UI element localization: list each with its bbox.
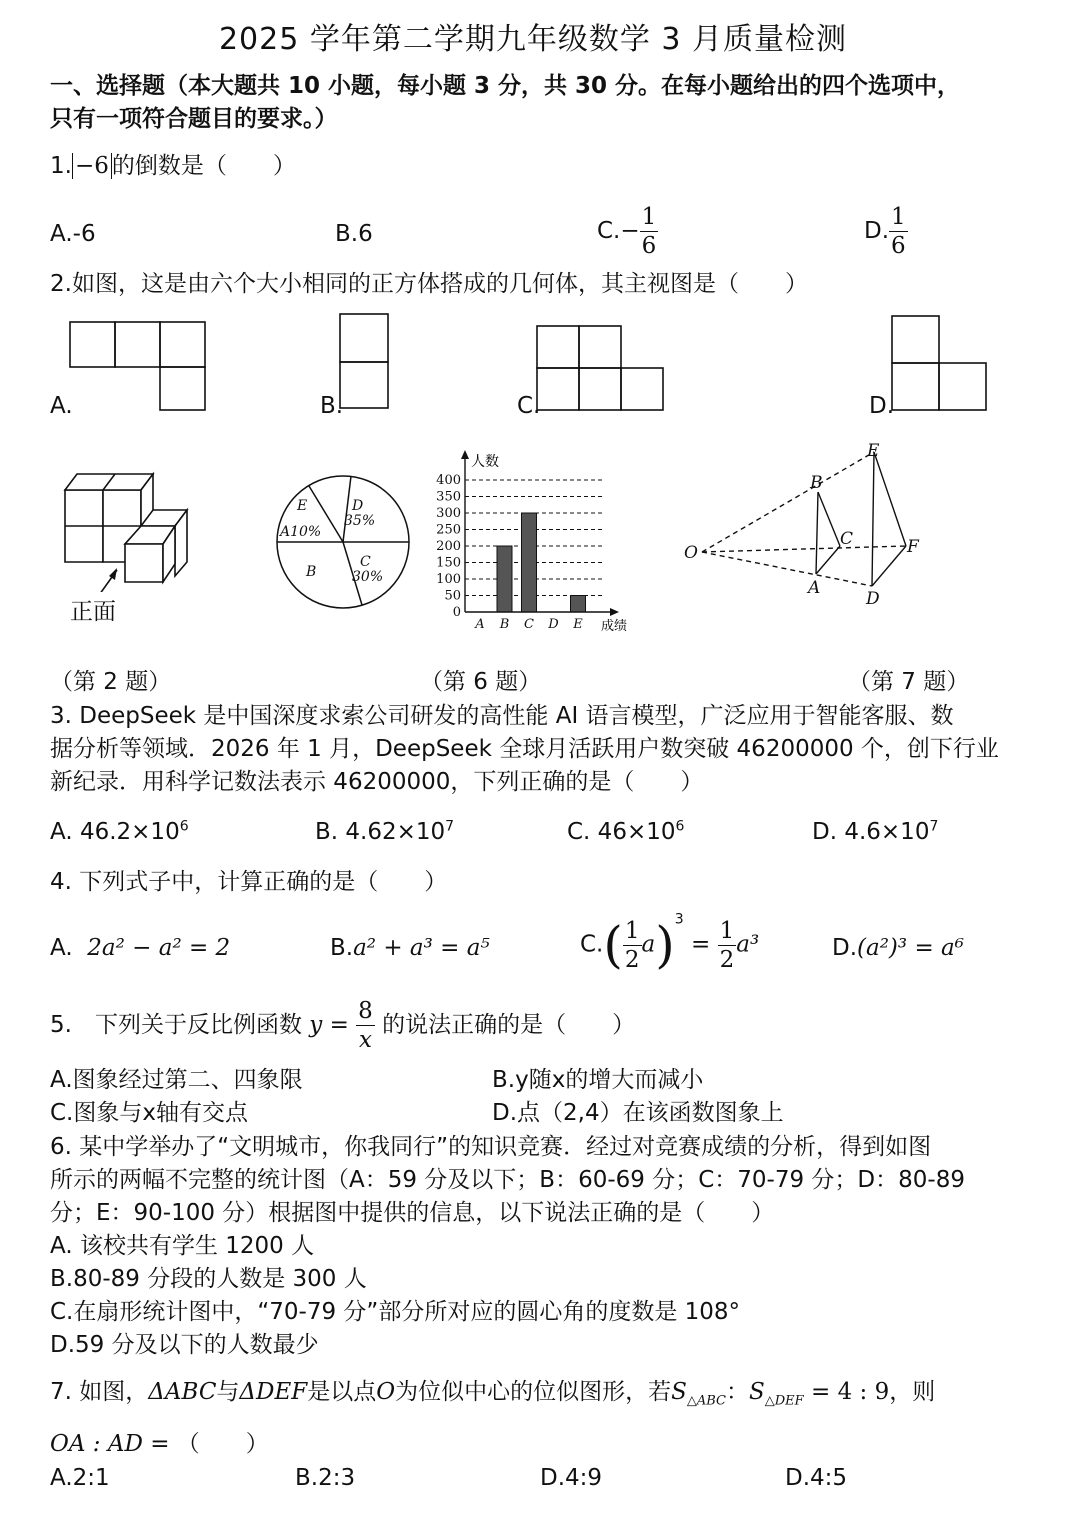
q2-options-figures xyxy=(40,310,1050,420)
q7-oa-ad: OA : AD = xyxy=(50,1431,170,1457)
q7-option-d[interactable]: D.4:5 xyxy=(785,1465,848,1491)
point-f: F xyxy=(907,537,919,557)
fraction-numerator: 1 xyxy=(891,204,906,230)
y-tick-label: 300 xyxy=(436,506,461,521)
q3-option-d-text: D. 4.6×10 xyxy=(812,819,930,845)
point-o: O xyxy=(684,543,698,563)
q5-option-b[interactable]: B.y随x的增大而减小 xyxy=(492,1067,704,1093)
q7-prefix: 7. 如图， xyxy=(50,1379,149,1405)
q2-stem: 2.如图，这是由六个大小相同的正方体搭成的几何体，其主视图是（ ） xyxy=(50,271,808,297)
q6-bar-chart xyxy=(425,448,640,638)
q1-option-d-label: D. xyxy=(864,218,890,244)
q3-option-a-text: A. 46.2×10 xyxy=(50,819,180,845)
q6-stem-line1: 6. 某中学举办了“文明城市，你我同行”的知识竞赛．经过对竞赛成绩的分析，得到如图 xyxy=(50,1134,932,1160)
q7-blank: （ ） xyxy=(176,1431,269,1457)
fraction-denominator: 2 xyxy=(624,946,640,973)
pie-label-e: E xyxy=(297,498,308,514)
q7-stem xyxy=(50,1376,935,1408)
y-tick-label: 100 xyxy=(436,572,461,587)
x-tick-label: E xyxy=(573,617,583,632)
y-tick-label: 400 xyxy=(436,473,461,488)
pie-value-c: 30% xyxy=(352,569,384,585)
q4-option-c-rhs: a³ xyxy=(736,931,760,958)
point-e: E xyxy=(867,441,880,461)
q5-fraction xyxy=(356,997,375,1054)
x-tick-label: C xyxy=(524,617,534,632)
q3-stem-line2: 据分析等领域．2026 年 1 月，DeepSeek 全球月活跃用户数突破 46200000 个，创下行业 xyxy=(50,736,999,762)
q2-cube-solid-figure xyxy=(55,462,205,592)
x-axis-label: 成绩 xyxy=(601,619,628,634)
q1-option-c-sign: − xyxy=(620,218,640,244)
x-tick-label: A xyxy=(475,617,485,632)
q5-option-c[interactable]: C.图象与x轴有交点 xyxy=(50,1100,248,1126)
pie-divider xyxy=(343,476,351,542)
q3-option-d[interactable] xyxy=(812,816,938,848)
q3-option-a[interactable] xyxy=(50,816,189,848)
q7-and: 与 xyxy=(216,1379,240,1405)
q7-option-c[interactable]: D.4:9 xyxy=(540,1465,603,1491)
q4-option-a-expr: 2a² − a² = 2 xyxy=(87,935,231,961)
q4-option-d-expr: (a²)³ = a⁶ xyxy=(857,935,964,961)
q6-stem-line3: 分；E：90-100 分）根据图中提供的信息，以下说法正确的是（ ） xyxy=(50,1200,775,1226)
page-title: 2025 学年第二学期九年级数学 3 月质量检测 xyxy=(218,22,848,57)
q3-option-c[interactable] xyxy=(567,816,684,848)
exponent: 3 xyxy=(674,911,684,928)
fraction-denominator: 6 xyxy=(641,233,657,259)
y-tick-label: 150 xyxy=(436,555,461,571)
area-subscript-def: △DEF xyxy=(764,1393,804,1409)
q4-option-a[interactable] xyxy=(50,932,230,964)
y-tick-label: 50 xyxy=(444,588,461,604)
section-header-line1: 一、选择题（本大题共 10 小题，每小题 3 分，共 30 分。在每小题给出的四个选项中， xyxy=(50,73,961,99)
paren-left: ( xyxy=(603,916,623,974)
q7-option-a[interactable]: A.2:1 xyxy=(50,1465,110,1491)
q7-ratio: = 4 : 9 xyxy=(811,1379,890,1405)
q4-option-b-expr: a² + a³ = a⁵ xyxy=(353,935,490,961)
pie-label-d: D xyxy=(352,498,364,514)
q6-option-c[interactable]: C.在扇形统计图中，“70-79 分”部分所对应的圆心角的度数是 108° xyxy=(50,1299,741,1325)
exponent: 6 xyxy=(179,818,189,835)
q5-prefix: 5. 下列关于反比例函数 xyxy=(50,1012,302,1038)
q2-option-d-view[interactable] xyxy=(892,316,986,410)
fraction-denominator: 6 xyxy=(891,233,906,259)
pie-label-a: A10% xyxy=(280,524,322,540)
q4-option-d-label: D. xyxy=(832,935,858,961)
x-tick-label: D xyxy=(548,617,559,632)
q7-text: 是以点 xyxy=(307,1379,377,1405)
x-axis-arrow xyxy=(610,608,619,616)
pie-label-b: B xyxy=(306,564,317,580)
fraction-numerator: 8 xyxy=(358,998,373,1024)
q1-option-d-fraction xyxy=(889,203,908,260)
q1-option-c-label: C. xyxy=(597,218,621,244)
q7-colon: ： xyxy=(726,1379,749,1405)
q5-option-d[interactable]: D.点（2,4）在该函数图象上 xyxy=(492,1100,784,1126)
point-a: A xyxy=(808,578,821,598)
q1-stem-text: 的倒数是（ ） xyxy=(111,153,296,179)
q2-option-c-view[interactable] xyxy=(537,326,663,410)
exponent: 7 xyxy=(929,818,939,835)
q5-stem xyxy=(50,997,635,1054)
q1-option-d[interactable] xyxy=(864,203,908,260)
point-b: B xyxy=(810,473,823,493)
pie-value-d: 35% xyxy=(344,513,376,529)
point-o-text: O xyxy=(376,1379,396,1405)
q1-option-c[interactable] xyxy=(597,203,658,260)
equals-sign: = xyxy=(691,931,711,958)
fraction-denominator: x xyxy=(358,1027,372,1053)
q3-option-b[interactable] xyxy=(315,816,454,848)
q7-then: ，则 xyxy=(889,1379,936,1405)
q2-option-a-view[interactable] xyxy=(70,322,205,410)
exponent: 6 xyxy=(675,818,685,835)
y-axis-label: 人数 xyxy=(471,454,499,470)
q1-stem xyxy=(50,150,296,182)
q7-homothety-figure xyxy=(680,440,930,610)
y-axis-arrow xyxy=(461,450,469,459)
q6-option-b[interactable]: B.80-89 分段的人数是 300 人 xyxy=(50,1266,367,1292)
q5-option-a[interactable]: A.图象经过第二、四象限 xyxy=(50,1067,303,1093)
q4-option-c-label: C. xyxy=(580,931,604,958)
q6-pie-chart xyxy=(270,470,420,615)
fraction-numerator: 1 xyxy=(641,204,657,230)
y-tick-label: 350 xyxy=(436,489,461,505)
point-d: D xyxy=(866,589,880,609)
fraction-denominator: 2 xyxy=(719,946,735,973)
q3-stem-line1: 3. DeepSeek 是中国深度求索公司研发的高性能 AI 语言模型，广泛应用于智能客服、数 xyxy=(50,703,954,729)
q4-option-b-label: B. xyxy=(330,935,354,961)
area-s: S xyxy=(749,1379,765,1405)
q4-option-d[interactable] xyxy=(832,932,964,964)
q2-option-b-view[interactable] xyxy=(340,314,388,408)
q4-option-a-label: A. xyxy=(50,935,73,961)
exponent: 7 xyxy=(445,818,455,835)
q5-y-equals: y = xyxy=(309,1012,349,1038)
q5-suffix: 的说法正确的是（ ） xyxy=(382,1012,636,1038)
bar-e xyxy=(571,596,586,613)
q2-option-d-label[interactable]: D. xyxy=(869,393,895,419)
q7-stem-line2 xyxy=(50,1428,269,1460)
fraction-numerator: 1 xyxy=(719,917,735,944)
q4-option-c-fraction xyxy=(623,917,642,974)
y-tick-label: 200 xyxy=(436,539,461,554)
q1-number: 1. xyxy=(50,153,72,179)
q4-option-c[interactable] xyxy=(580,911,760,975)
caption-q6: （第 6 题） xyxy=(420,669,542,695)
q1-option-b[interactable]: B.6 xyxy=(335,221,373,247)
caption-q7: （第 7 题） xyxy=(848,669,970,695)
q4-stem: 4. 下列式子中，计算正确的是（ ） xyxy=(50,869,448,895)
bar-b xyxy=(497,546,512,612)
q2-option-b-label[interactable]: B. xyxy=(320,393,344,419)
q4-option-c-rhs-fraction xyxy=(718,917,737,974)
q6-option-a[interactable]: A. 该校共有学生 1200 人 xyxy=(50,1233,315,1259)
q7-option-b[interactable]: B.2:3 xyxy=(295,1465,356,1491)
variable-a: a xyxy=(641,931,656,958)
q7-text: 为位似中心的位似图形，若 xyxy=(395,1379,672,1405)
paren-right: ) xyxy=(655,916,675,974)
area-subscript-abc: △ABC xyxy=(686,1393,726,1409)
pie-label-c: C xyxy=(360,554,371,570)
q1-option-a[interactable]: A.-6 xyxy=(50,221,96,247)
area-s: S xyxy=(671,1379,687,1405)
q2-front-label: 正面 xyxy=(70,599,116,625)
q3-option-c-text: C. 46×10 xyxy=(567,819,676,845)
caption-q2: （第 2 题） xyxy=(50,669,172,695)
bar-c xyxy=(522,513,537,612)
point-c: C xyxy=(840,529,854,549)
x-tick-label: B xyxy=(499,617,510,632)
q6-option-d[interactable]: D.59 分及以下的人数最少 xyxy=(50,1332,319,1358)
q2-option-c-label[interactable]: C. xyxy=(517,393,541,419)
triangle-abc: ΔABC xyxy=(148,1379,217,1405)
q1-abs-value: −6 xyxy=(72,153,112,179)
section-header-line2: 只有一项符合题目的要求。） xyxy=(50,106,338,132)
q4-option-b[interactable] xyxy=(330,932,490,964)
q3-stem-line3: 新纪录．用科学记数法表示 46200000，下列正确的是（ ） xyxy=(50,769,704,795)
triangle-def: ΔDEF xyxy=(239,1379,308,1405)
y-tick-label: 250 xyxy=(436,522,461,538)
q3-option-b-text: B. 4.62×10 xyxy=(315,819,446,845)
fraction-numerator: 1 xyxy=(624,917,640,944)
q2-option-a-label[interactable]: A. xyxy=(50,393,73,419)
q6-stem-line2: 所示的两幅不完整的统计图（A：59 分及以下；B：60-69 分；C：70-79 分；D：80-89 xyxy=(50,1167,965,1193)
y-tick-label: 0 xyxy=(452,605,461,620)
q1-option-c-fraction xyxy=(640,203,659,260)
